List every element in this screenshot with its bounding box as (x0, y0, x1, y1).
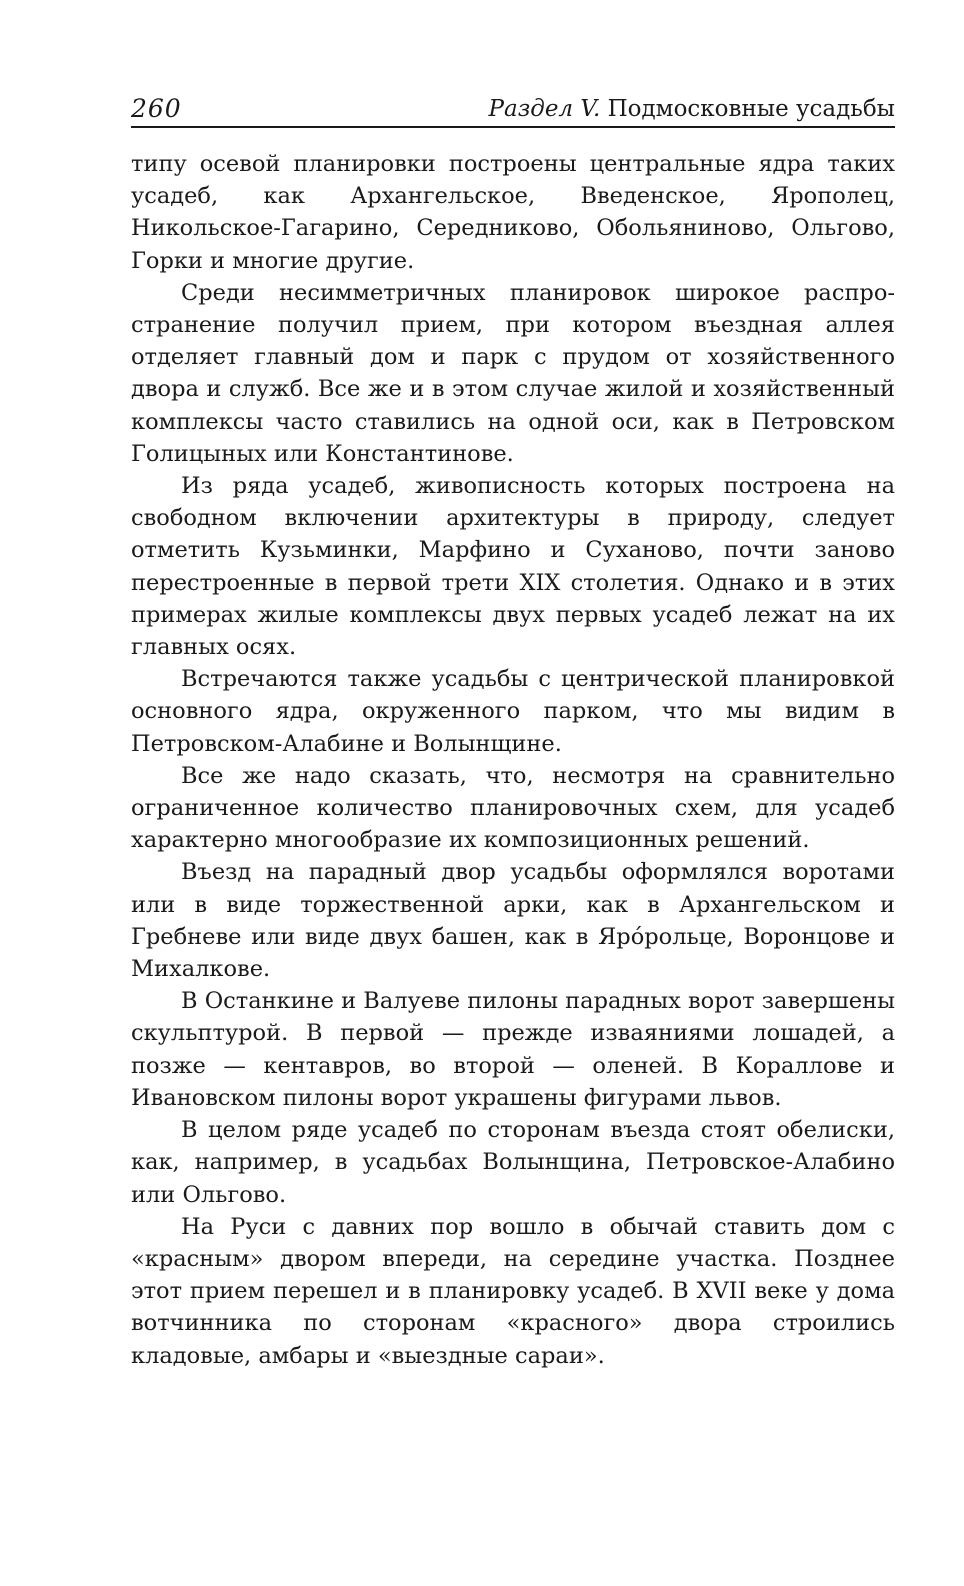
paragraph: типу осевой планировки построены центральные ядра таких усадеб, как Архангельское, Введенское, Ярополец, Никольское-Гагарино, Середниково, Обольяниново, Ольгово, Горки и многие другие. (131, 151, 895, 274)
running-head (489, 96, 895, 122)
paragraph: Встречаются также усадьбы с центрической планировкой основного ядра, окруженного парком, что мы видим в Петровском-Алабине и Волынщине. (131, 666, 895, 757)
section-label: Раздел V. (488, 96, 601, 122)
page-header (131, 92, 895, 128)
section-title: Подмосковные усадьбы (607, 96, 895, 122)
paragraph: В Останкине и Валуеве пилоны парадных ворот завершены скульптурой. В первой — прежде изваяниями лошадей, а позже — кентавров, во второй — оленей. В Кораллове и Ивановском пилоны ворот украшены фигурами львов. (131, 988, 895, 1111)
body-text (131, 148, 895, 1372)
page-number: 260 (131, 94, 182, 123)
paragraph: Из ряда усадеб, живописность которых построена на свободном включении архитектуры в природу, следует отметить Кузьминки, Марфино и Суханово, почти заново перестроенные в первой трети XIX столетия. Однако и в этих примерах жилые комплексы двух первых усадеб лежат на их главных осях. (131, 473, 895, 661)
paragraph: В целом ряде усадеб по сторонам въезда стоят обелиски, как, например, в усадьбах Волынщина, Петровское-Алабино или Ольгово. (131, 1117, 895, 1208)
paragraph: Все же надо сказать, что, несмотря на сравнительно ограниченное количество планировочных схем, для усадеб характерно многообразие их композиционных решений. (131, 762, 895, 854)
paragraph: Среди несимметричных планировок широкое распространение получил прием, при котором въездная аллея отделяет главный дом и парк с прудом от хозяйственного двора и служб. Все же и в этом случае жилой и хозяйственный комплексы часто ставились на одной оси, как в Петровском Голицыных или Константинове. (131, 279, 895, 467)
paragraph: Въезд на парадный двор усадьбы оформлялся воротами или в виде торжественной арки, как в Архангельском и Гребневе или виде двух башен, как в Ярópольце, Воронцове и Михалкове. (131, 859, 895, 983)
paragraph: На Руси с давних пор вошло в обычай ставить дом с «красным» двором впереди, на середине участка. Позднее этот прием перешел и в планировку усадеб. В XVII веке у дома вотчинника по сторонам «красного» двора строились кладовые, амбары и «выездные сараи». (131, 1213, 895, 1369)
